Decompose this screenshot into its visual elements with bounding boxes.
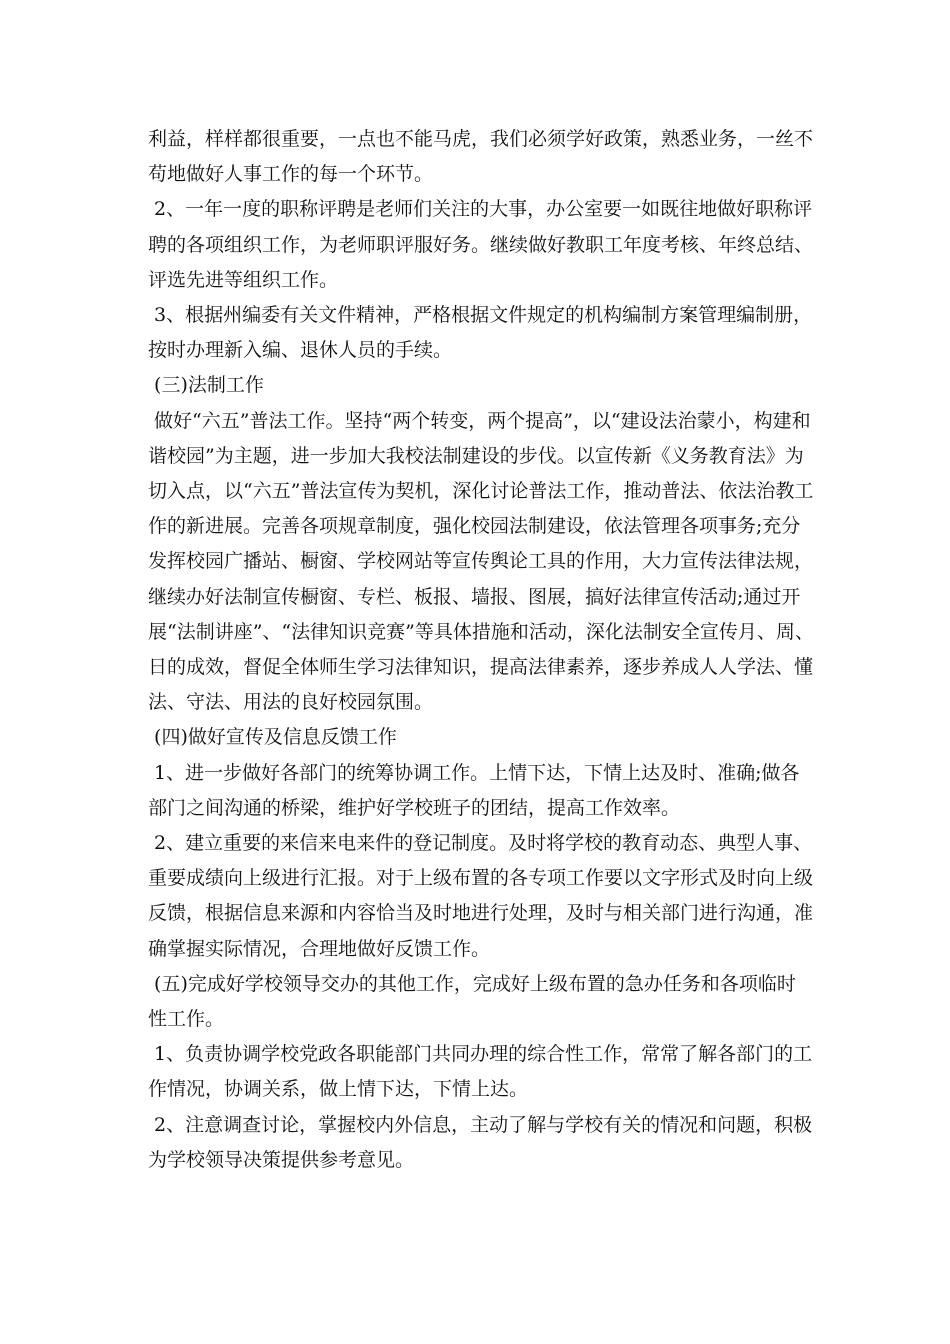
section-heading-other-tasks: (五)完成好学校领导交办的其他工作，完成好上级布置的急办任务和各项临时性工作。 (148, 972, 796, 1031)
paragraph-comprehensive: 1、负责协调学校党政各职能部门共同办理的综合性工作，常常了解各部门的工作情况，协调关系，做上情下达，下情上达。 (148, 1043, 813, 1101)
paragraph-research: 2、注意调查讨论，掌握校内外信息，主动了解与学校有关的情况和问题，积极为学校领导决策提供参考意见。 (148, 1113, 813, 1171)
section-heading-publicity: (四)做好宣传及信息反馈工作 (148, 726, 397, 749)
paragraph-title-evaluation: 2、一年一度的职称评聘是老师们关注的大事，办公室要一如既往地做好职称评聘的各项组织工作，为老师职评服好务。继续做好教职工年度考核、年终总结、评选先进等组织工作。 (148, 198, 814, 291)
paragraph-interest: 利益，样样都很重要，一点也不能马虎，我们必须学好政策，熟悉业务，一丝不苟地做好人事工作的每一个环节。 (148, 128, 814, 186)
document-body (148, 122, 814, 1178)
paragraph-coordination: 1、进一步做好各部门的统筹协调工作。上情下达，下情上达及时、准确;做各部门之间沟通的桥梁，维护好学校班子的团结，提高工作效率。 (148, 761, 800, 819)
paragraph-legal-education: 做好“六五”普法工作。坚持“两个转变，两个提高”，以“建设法治蒙小，构建和谐校园”为主题，进一步加大我校法制建设的步伐。以宣传新《义务教育法》为切入点，以“六五”普法宣传为契机，深化讨论普法工作，推动普法、依法治教工作的新进展。完善各项规章制度，强化校园法制建设，依法管理各项事务;充分发挥校园广播站、橱窗、学校网站等宣传舆论工具的作用，大力宣传法律法规，继续办好法制宣传橱窗、专栏、板报、墙报、图展，搞好法律宣传活动;通过开展“法制讲座”、“法律知识竞赛”等具体措施和活动，深化法制安全宣传月、周、日的成效，督促全体师生学习法律知识，提高法律素养，逐步养成人人学法、懂法、守法、用法的良好校园氛围。 (148, 409, 814, 714)
section-heading-legal: (三)法制工作 (148, 374, 264, 397)
paragraph-staffing: 3、根据州编委有关文件精神，严格根据文件规定的机构编制方案管理编制册，按时办理新入编、退休人员的手续。 (148, 304, 813, 362)
paragraph-registration: 2、建立重要的来信来电来件的登记制度。及时将学校的教育动态、典型人事、重要成绩向上级进行汇报。对于上级布置的各专项工作要以文字形式及时向上级反馈，根据信息来源和内容恰当及时地进行处理，及时与相关部门进行沟通，准确掌握实际情况，合理地做好反馈工作。 (148, 832, 814, 960)
